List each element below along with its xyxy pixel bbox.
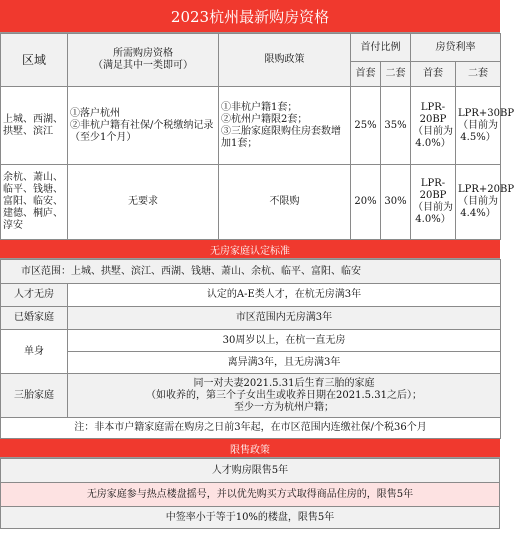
- header-first-down: 首套: [351, 62, 381, 87]
- row-policy: ①非杭户籍1套； ②杭州户籍限2套； ③三胎家庭限购住房套数增加1套；: [219, 87, 351, 165]
- limit-sale-item: 人才购房限售5年: [1, 459, 500, 483]
- row-first-down: 25%: [351, 87, 381, 165]
- header-second-rate: 二套: [456, 62, 501, 87]
- row-region: 上城、西湖、拱墅、滨江: [1, 87, 68, 165]
- row-second-rate: LPR+20BP （目前为4.4%）: [456, 165, 501, 240]
- header-qualification: 所需购房资格 （满足其中一类即可）: [68, 34, 219, 87]
- row-first-rate: LPR-20BP （目前为4.0%）: [411, 165, 456, 240]
- table-row: [1, 87, 501, 165]
- no-house-text: 离异满3年，且无房满3年: [68, 352, 501, 374]
- row-first-rate: LPR-20BP （目前为4.0%）: [411, 87, 456, 165]
- row-second-down: 30%: [381, 165, 411, 240]
- no-house-label: 单身: [1, 330, 68, 374]
- row-policy: 不限购: [219, 165, 351, 240]
- no-house-text: 市区范围内无房满3年: [68, 307, 501, 330]
- row-qualification: 无要求: [68, 165, 219, 240]
- no-house-label: 人才无房: [1, 284, 68, 307]
- urban-area: 市区范围：上城、拱墅、滨江、西湖、钱塘、萧山、余杭、临平、富阳、临安: [1, 260, 501, 284]
- table-row: [1, 165, 501, 240]
- limit-sale-item: 无房家庭参与热点楼盘摇号，并以优先购买方式取得商品住房的，限售5年: [1, 483, 500, 507]
- limit-sale-item: 中签率小于等于10%的楼盘，限售5年: [1, 507, 500, 529]
- no-house-text: 认定的A-E类人才，在杭无房满3年: [68, 284, 501, 307]
- header-region: 区域: [1, 34, 68, 87]
- limit-sale-band: 限售政策: [0, 439, 500, 458]
- row-second-down: 35%: [381, 87, 411, 165]
- header-loan-rate: 房贷利率: [411, 34, 501, 62]
- header-policy: 限购政策: [219, 34, 351, 87]
- no-house-band: 无房家庭认定标准: [0, 240, 500, 259]
- no-house-label: 已婚家庭: [1, 307, 68, 330]
- row-second-rate: LPR+30BP （目前为4.5%）: [456, 87, 501, 165]
- policy-table: [0, 33, 514, 240]
- limit-sale-table: [0, 458, 500, 529]
- no-house-label: 三胎家庭: [1, 374, 68, 418]
- header-second-down: 二套: [381, 62, 411, 87]
- no-house-text: 30周岁以上，在杭一直无房: [68, 330, 501, 352]
- row-first-down: 20%: [351, 165, 381, 240]
- no-house-text: 同一对夫妻2021.5.31后生育三胎的家庭 （如收养的，第三个子女出生或收养日期在2021.5.31之后）； 至少一方为杭州户籍；: [68, 374, 501, 418]
- page-title: 2023杭州最新购房资格: [0, 0, 500, 33]
- no-house-note: 注：非本市户籍家庭需在购房之日前3年起，在市区范围内连缴社保/个税36个月: [1, 418, 501, 439]
- header-down-payment: 首付比例: [351, 34, 411, 62]
- row-qualification: ①落户杭州 ②非杭户籍有社保/个税缴纳记录（至少1个月）: [68, 87, 219, 165]
- row-region: 余杭、萧山、临平、钱塘、富阳、临安、建德、桐庐、淳安: [1, 165, 68, 240]
- no-house-table: [0, 259, 501, 439]
- header-first-rate: 首套: [411, 62, 456, 87]
